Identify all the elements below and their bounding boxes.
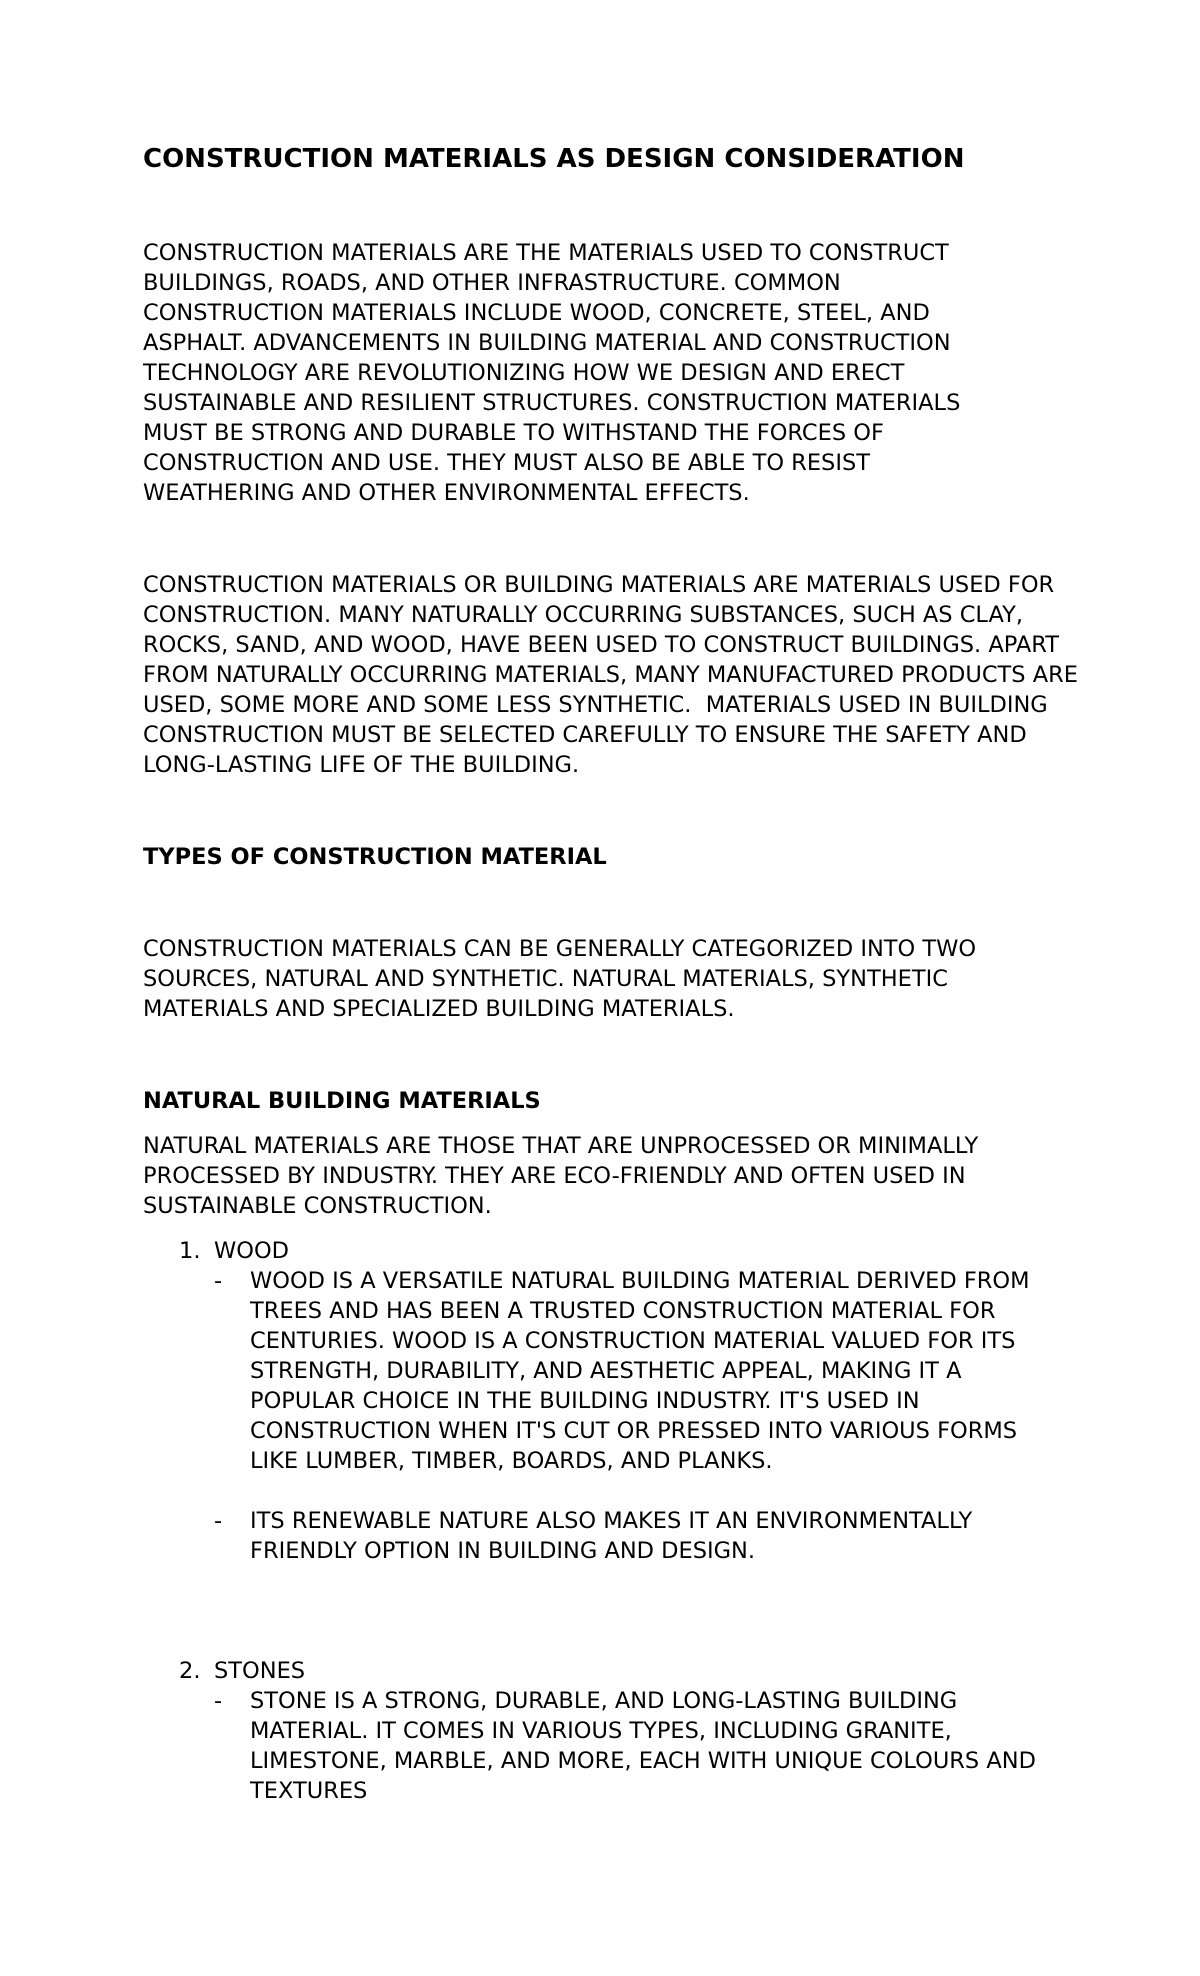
natural-paragraph: NATURAL MATERIALS ARE THOSE THAT ARE UNPROCESSED OR MINIMALLY PROCESSED BY INDUSTRY. THEY ARE ECO-FRIENDLY AND OFTEN USED IN SUSTAINABLE CONSTRUCTION. [143, 1133, 986, 1219]
natural-materials-list [143, 1236, 1083, 1806]
bullet-text: ITS RENEWABLE NATURE ALSO MAKES IT AN ENVIRONMENTALLY FRIENDLY OPTION IN BUILDING AND DESIGN. [250, 1508, 973, 1564]
intro-paragraph-1: CONSTRUCTION MATERIALS ARE THE MATERIALS USED TO CONSTRUCT BUILDINGS, ROADS, AND OTHER INFRASTRUCTURE. COMMON CONSTRUCTION MATERIALS INCLUDE WOOD, CONCRETE, STEEL, AND ASPHALT. ADVANCEMENTS IN BUILDING MATERIAL AND CONSTRUCTION TECHNOLOGY ARE REVOLUTIONIZING HOW WE DESIGN AND ERECT SUSTAINABLE AND RESILIENT STRUCTURES. CONSTRUCTION MATERIALS MUST BE STRONG AND DURABLE TO WITHSTAND THE FORCES OF CONSTRUCTION AND USE. THEY MUST ALSO BE ABLE TO RESIST WEATHERING AND OTHER ENVIRONMENTAL EFFECTS. [143, 240, 968, 506]
list-item-label: STONES [214, 1658, 306, 1684]
natural-heading: NATURAL BUILDING MATERIALS [143, 1088, 541, 1114]
intro-paragraph-2: CONSTRUCTION MATERIALS OR BUILDING MATERIALS ARE MATERIALS USED FOR CONSTRUCTION. MANY NATURALLY OCCURRING SUBSTANCES, SUCH AS CLAY, ROCKS, SAND, AND WOOD, HAVE BEEN USED TO CONSTRUCT BUILDINGS. APART FROM NATURALLY OCCURRING MATERIALS, MANY MANUFACTURED PRODUCTS ARE USED, SOME MORE AND SOME LESS SYNTHETIC. MATERIALS USED IN BUILDING CONSTRUCTION MUST BE SELECTED CAREFULLY TO ENSURE THE SAFETY AND LONG-LASTING LIFE OF THE BUILDING. [143, 572, 1086, 778]
list-item-label: WOOD [214, 1238, 289, 1264]
list-item-wood [143, 1236, 1083, 1566]
bullet-item [214, 1686, 1070, 1806]
document-title: CONSTRUCTION MATERIALS AS DESIGN CONSIDERATION [143, 144, 965, 174]
types-heading: TYPES OF CONSTRUCTION MATERIAL [143, 844, 607, 870]
list-number: 1. [179, 1238, 201, 1264]
bullet-item [214, 1266, 1070, 1476]
dash-marker: - [214, 1268, 223, 1294]
document-body [143, 140, 1086, 1806]
bullet-item [214, 1506, 1070, 1566]
bullet-text: STONE IS A STRONG, DURABLE, AND LONG-LASTING BUILDING MATERIAL. IT COMES IN VARIOUS TYPES, INCLUDING GRANITE, LIMESTONE, MARBLE, AND MORE, EACH WITH UNIQUE COLOURS AND TEXTURES [250, 1688, 1036, 1804]
types-paragraph: CONSTRUCTION MATERIALS CAN BE GENERALLY CATEGORIZED INTO TWO SOURCES, NATURAL AND SYNTHETIC. NATURAL MATERIALS, SYNTHETIC MATERIALS AND SPECIALIZED BUILDING MATERIALS. [143, 936, 984, 1022]
stones-bullets [214, 1686, 1083, 1806]
dash-marker: - [214, 1688, 223, 1714]
list-number: 2. [179, 1658, 201, 1684]
dash-marker: - [214, 1508, 223, 1534]
list-item-stones [143, 1656, 1083, 1806]
bullet-text: WOOD IS A VERSATILE NATURAL BUILDING MATERIAL DERIVED FROM TREES AND HAS BEEN A TRUSTED CONSTRUCTION MATERIAL FOR CENTURIES. WOOD IS A CONSTRUCTION MATERIAL VALUED FOR ITS STRENGTH, DURABILITY, AND AESTHETIC APPEAL, MAKING IT A POPULAR CHOICE IN THE BUILDING INDUSTRY. IT'S USED IN CONSTRUCTION WHEN IT'S CUT OR PRESSED INTO VARIOUS FORMS LIKE LUMBER, TIMBER, BOARDS, AND PLANKS. [250, 1268, 1030, 1474]
wood-bullets [214, 1266, 1083, 1566]
